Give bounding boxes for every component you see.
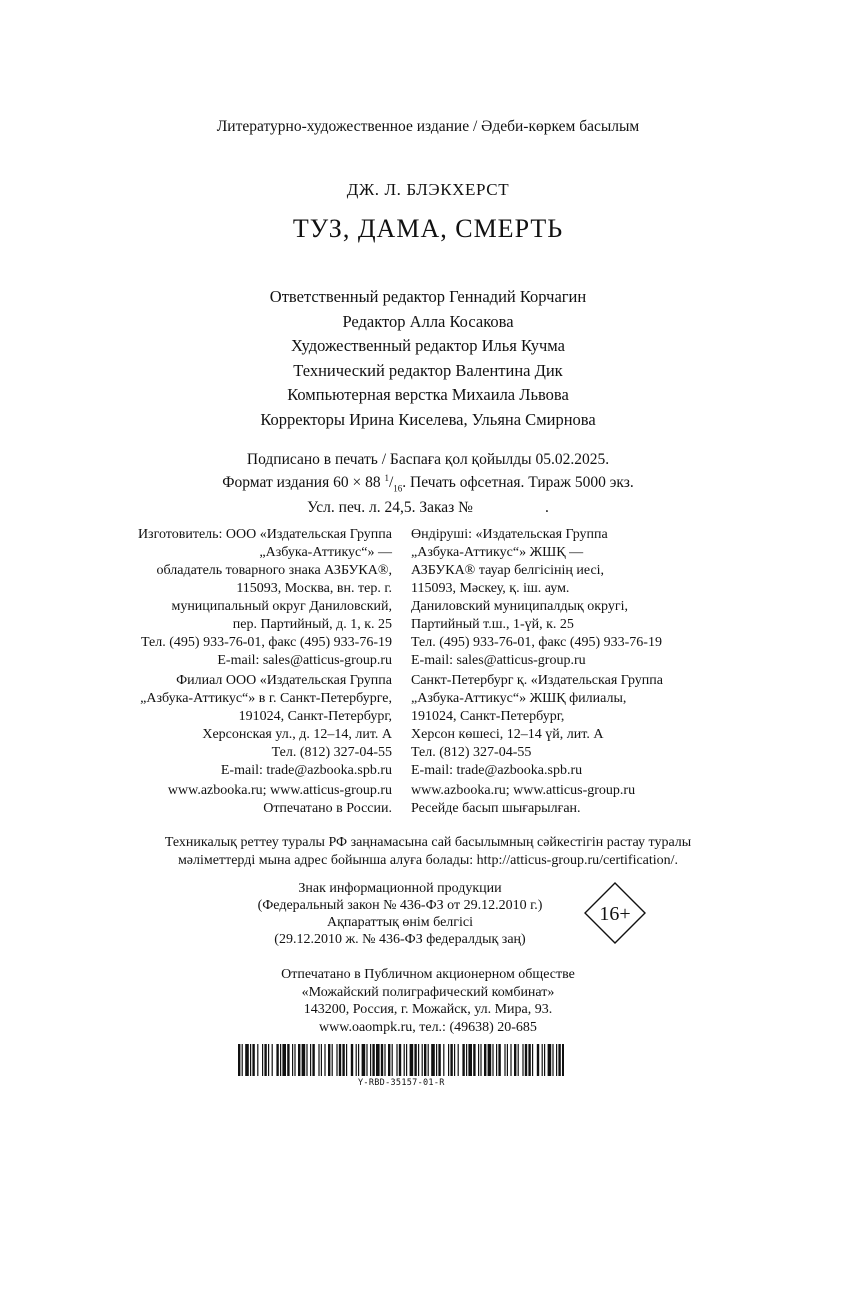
manufacturer-ru-line: муниципальный округ Даниловский, [171, 599, 392, 614]
info-sign-line: Знак информационной продукции [298, 881, 502, 896]
sites-ru-line: www.azbooka.ru; www.atticus-group.ru [167, 783, 392, 798]
info-sign-block [230, 880, 570, 948]
sites-kz [411, 782, 635, 818]
author-name: ДЖ. Л. БЛЭКХЕРСТ [346, 180, 510, 199]
branch-kz-line: Тел. (812) 327-04-55 [411, 745, 532, 760]
printer-block [0, 966, 856, 1036]
printer-line: «Можайский полиграфический комбинат» [301, 984, 555, 1000]
credit-line: Корректоры Ирина Киселева, Ульяна Смирнова [260, 409, 596, 429]
certification-line: Техникалық реттеу туралы РФ заңнамасына сай басылымның сәйкестігін растау туралы [164, 835, 692, 850]
manufacturer-ru [138, 526, 392, 670]
credit-line: Компьютерная верстка Михаила Львова [287, 385, 569, 404]
branch-ru-line: Херсонская ул., д. 12–14, лит. А [202, 727, 392, 742]
format-prefix: Формат издания 60 × 88 [222, 474, 385, 492]
manufacturer-kz-line: 115093, Мәскеу, қ. іш. аум. [411, 581, 570, 596]
sites-ru-line: Отпечатано в России. [263, 801, 392, 816]
manufacturer-kz-line: АЗБУКА® тауар белгісінің иесі, [411, 563, 605, 578]
sites-kz-line: www.azbooka.ru; www.atticus-group.ru [411, 783, 636, 798]
age-rating-icon [584, 882, 646, 944]
branch-ru-line: E-mail: trade@azbooka.spb.ru [220, 763, 392, 778]
format-line: Формат издания 60 × 88 $^1/_{16}$. Печать офсетная. Тираж 5000 экз. [222, 473, 634, 494]
barcode-icon [238, 1044, 564, 1076]
manufacturer-kz-line: „Азбука-Аттикус“» ЖШҚ — [411, 545, 584, 560]
manufacturer-ru-line: 115093, Москва, вн. тер. г. [236, 581, 392, 596]
branch-kz-line: E-mail: trade@azbooka.spb.ru [411, 763, 583, 778]
age-rating-text: 16+ [599, 903, 631, 925]
manufacturer-ru-line: Тел. (495) 933-76-01, факс (495) 933-76-19 [141, 635, 392, 650]
credits-block [0, 285, 856, 432]
credit-line: Ответственный редактор Геннадий Корчагин [269, 287, 587, 306]
printer-line: Отпечатано в Публичном акционерном обществе [281, 967, 575, 982]
printer-line: www.oaompk.ru, тел.: (49638) 20-685 [319, 1019, 537, 1035]
branch-kz-line: Херсон көшесі, 12–14 үй, лит. А [411, 727, 604, 742]
signed-date: Подписано в печать / Баспаға қол қойылды 05.02.2025. [246, 451, 610, 468]
info-sign-line: (Федеральный закон № 436-ФЗ от 29.12.2010 г.) [257, 898, 543, 913]
manufacturer-kz [411, 526, 662, 670]
genre-line: Литературно-художественное издание / Әдеби-көркем басылым [216, 118, 640, 135]
branch-ru-line: Тел. (812) 327-04-55 [271, 745, 392, 760]
branch-kz-line: Санкт-Петербург қ. «Издательская Группа [411, 673, 663, 688]
credit-line: Технический редактор Валентина Дик [293, 360, 563, 380]
book-title: ТУЗ, ДАМА, СМЕРТЬ [292, 214, 564, 243]
branch-ru-line: „Азбука-Аттикус“» в г. Санкт-Петербурге, [140, 691, 392, 706]
branch-ru-line: 191024, Санкт-Петербург, [238, 709, 392, 724]
sites-ru [168, 782, 392, 818]
manufacturer-kz-line: E-mail: sales@atticus-group.ru [411, 653, 586, 668]
credit-line: Художественный редактор Илья Кучма [291, 336, 565, 355]
pages-text: Усл. печ. л. 24,5. Заказ № [307, 499, 473, 517]
format-numerator: 1 [384, 473, 389, 483]
info-sign-line: Ақпараттық өнім белгісі [326, 915, 474, 930]
barcode-text: Y-RBD-35157-01-R [358, 1078, 445, 1088]
credit-line: Редактор Алла Косакова [342, 311, 514, 331]
sites-kz-line: Ресейде басып шығарылған. [411, 801, 581, 816]
branch-ru [140, 672, 392, 780]
manufacturer-ru-line: „Азбука-Аттикус“» — [259, 545, 392, 560]
format-denominator: 16 [393, 483, 403, 494]
manufacturer-ru-line: E-mail: sales@atticus-group.ru [217, 653, 392, 668]
manufacturer-ru-line: пер. Партийный, д. 1, к. 25 [232, 617, 392, 632]
certification-line: мәліметтерді мына адрес бойынша алуға болады: http://atticus-group.ru/certification/. [177, 853, 679, 868]
printer-line: 143200, Россия, г. Можайск, ул. Мира, 93. [303, 1002, 553, 1017]
branch-ru-line: Филиал ООО «Издательская Группа [176, 673, 392, 688]
manufacturer-ru-line: Изготовитель: ООО «Издательская Группа [137, 527, 392, 542]
certification-note [0, 834, 856, 870]
manufacturer-kz-line: Өндіруші: «Издательская Группа [411, 527, 608, 542]
print-info-block [0, 450, 856, 517]
branch-kz-line: 191024, Санкт-Петербург, [411, 709, 565, 724]
manufacturer-kz-line: Партийный т.ш., 1-үй, к. 25 [411, 617, 574, 632]
manufacturer-ru-line: обладатель товарного знака АЗБУКА®, [156, 563, 392, 578]
branch-kz [411, 672, 663, 780]
format-suffix: . Печать офсетная. Тираж 5000 экз. [402, 474, 634, 492]
pages-end: . [544, 499, 549, 517]
pages-line [0, 498, 856, 517]
branch-kz-line: „Азбука-Аттикус“» ЖШҚ филиалы, [411, 691, 627, 706]
info-sign-line: (29.12.2010 ж. № 436-ФЗ федералдық заң) [274, 932, 526, 947]
manufacturer-kz-line: Даниловский муниципалдық округі, [411, 599, 628, 614]
manufacturer-kz-line: Тел. (495) 933-76-01, факс (495) 933-76-19 [411, 635, 662, 650]
